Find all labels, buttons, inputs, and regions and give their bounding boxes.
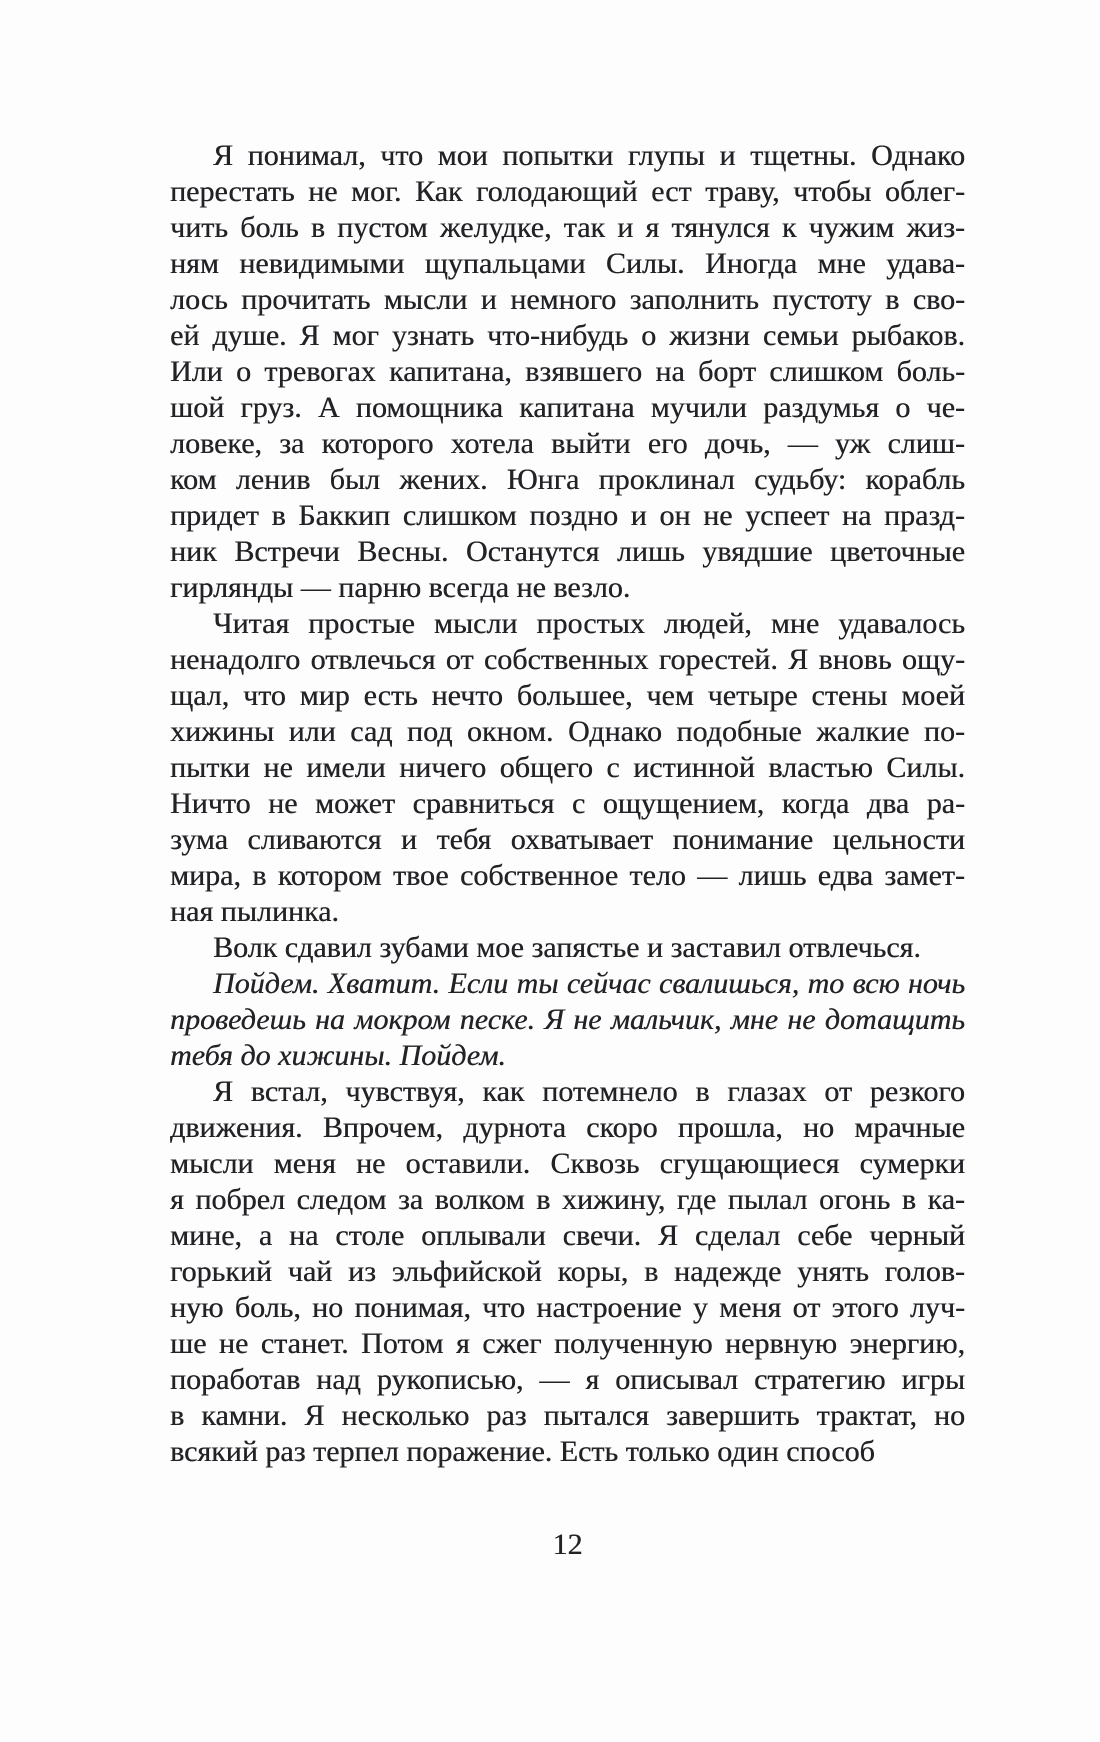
text-line: движения. Впрочем, дурнота скоро прошла, но мрачные bbox=[170, 1111, 965, 1144]
text-line: ком ленив был жених. Юнга проклинал судьбу: корабль bbox=[170, 463, 965, 496]
text-line: Читая простые мысли простых людей, мне удавалось bbox=[213, 607, 965, 640]
text-line: Ничто не может сравниться с ощущением, когда два ра- bbox=[170, 787, 965, 820]
text-line: зума сливаются и тебя охватывает понимание цельности bbox=[170, 823, 965, 856]
page-text bbox=[170, 138, 965, 1470]
text-line: чить боль в пустом желудке, так и я тянулся к чужим жиз- bbox=[170, 211, 965, 244]
text-line: ненадолго отвлечься от собственных горестей. Я вновь ощу- bbox=[170, 643, 965, 676]
text-line: мине, а на столе оплывали свечи. Я сделал себе черный bbox=[170, 1219, 965, 1252]
text-line: хижины или сад под окном. Однако подобные жалкие по- bbox=[170, 715, 965, 748]
text-line: Я понимал, что мои попытки глупы и тщетны. Однако bbox=[213, 139, 965, 172]
text-line: ей душе. Я мог узнать что-нибудь о жизни семьи рыбаков. bbox=[170, 319, 965, 352]
text-line: Я встал, чувствуя, как потемнело в глазах от резкого bbox=[213, 1075, 965, 1108]
text-line: шой груз. А помощника капитана мучили раздумья о че- bbox=[170, 391, 965, 424]
text-line: Или о тревогах капитана, взявшего на борт слишком боль- bbox=[170, 355, 965, 388]
page-number: 12 bbox=[552, 1528, 583, 1561]
text-line: ная пылинка. bbox=[170, 895, 339, 928]
text-line: я побрел следом за волком в хижину, где пылал огонь в ка- bbox=[170, 1183, 965, 1216]
text-line: придет в Баккип слишком поздно и он не успеет на празд- bbox=[170, 499, 965, 532]
text-line: Пойдем. Хватит. Если ты сейчас свалишься, то всю ночь bbox=[213, 967, 965, 1000]
text-line: Волк сдавил зубами мое запястье и заставил отвлечься. bbox=[213, 931, 921, 964]
text-line: в камни. Я несколько раз пытался завершить трактат, но bbox=[170, 1399, 965, 1432]
text-line: мира, в котором твое собственное тело — лишь едва замет- bbox=[170, 859, 965, 892]
text-line: горький чай из эльфийской коры, в надежде унять голов- bbox=[170, 1255, 965, 1288]
text-line: проведешь на мокром песке. Я не мальчик, мне не дотащить bbox=[170, 1003, 965, 1036]
text-line: тебя до хижины. Пойдем. bbox=[170, 1039, 506, 1072]
text-line: ловеке, за которого хотела выйти его дочь, — уж слиш- bbox=[170, 427, 965, 460]
text-line: всякий раз терпел поражение. Есть только один способ bbox=[170, 1435, 875, 1468]
text-line: лось прочитать мысли и немного заполнить пустоту в сво- bbox=[170, 283, 965, 316]
text-line: ную боль, но понимая, что настроение у меня от этого луч- bbox=[170, 1291, 965, 1324]
text-line: поработав над рукописью, — я описывал стратегию игры bbox=[170, 1363, 965, 1396]
text-line: пытки не имели ничего общего с истинной властью Силы. bbox=[170, 751, 965, 784]
text-line: щал, что мир есть нечто большее, чем четыре стены моей bbox=[170, 679, 965, 712]
text-line: мысли меня не оставили. Сквозь сгущающиеся сумерки bbox=[170, 1147, 965, 1180]
text-line: ням невидимыми щупальцами Силы. Иногда мне удава- bbox=[170, 247, 965, 280]
text-line: ник Встречи Весны. Останутся лишь увядшие цветочные bbox=[170, 535, 965, 568]
text-line: гирлянды — парню всегда не везло. bbox=[170, 571, 631, 604]
text-line: ше не станет. Потом я сжег полученную нервную энергию, bbox=[170, 1327, 965, 1360]
text-line: перестать не мог. Как голодающий ест траву, чтобы облег- bbox=[170, 175, 965, 208]
